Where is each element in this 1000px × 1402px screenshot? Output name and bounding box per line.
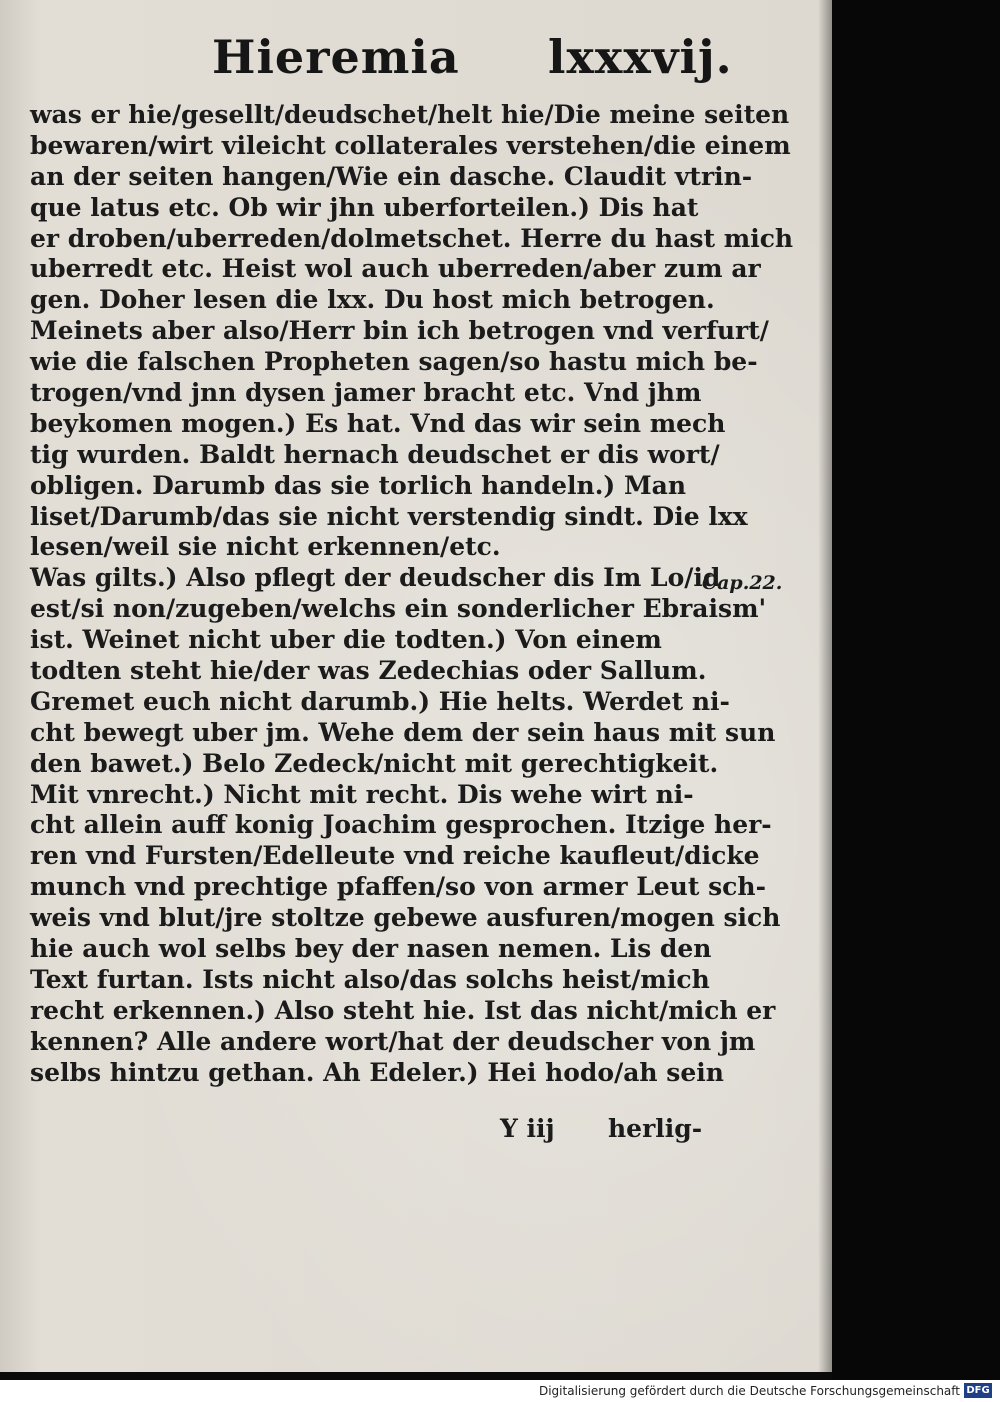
text-line: obligen. Darumb das sie torlich handeln.) Man: [30, 470, 687, 500]
text-line: Gremet euch nicht darumb.) Hie helts. Werdet ni-: [30, 686, 730, 716]
text-line: Meinets aber also/Herr bin ich betrogen vnd verfurt/: [30, 316, 769, 346]
text-line: ren vnd Fursten/Edelleute vnd reiche kaufleut/dicke: [30, 841, 760, 871]
text-line: trogen/vnd jnn dysen jamer bracht etc. Vnd jhm: [30, 378, 702, 408]
text-line: munch vnd prechtige pfaffen/so von armer Leut sch-: [30, 872, 766, 902]
text-line: uberredt etc. Heist wol auch uberreden/aber zum ar: [30, 254, 761, 284]
text-line: an der seiten hangen/Wie ein dasche. Claudit vtrin-: [30, 161, 753, 191]
text-line: recht erkennen.) Also steht hie. Ist das nicht/mich er: [30, 995, 776, 1025]
text-line: gen. Doher lesen die lxx. Du host mich betrogen.: [30, 285, 715, 315]
signature-mark: Y iij: [500, 1114, 555, 1143]
text-line: den bawet.) Belo Zedeck/nicht mit gerechtigkeit.: [30, 748, 719, 778]
text-line: hie auch wol selbs bey der nasen nemen. Lis den: [30, 934, 712, 964]
text-line: Mit vnrecht.) Nicht mit recht. Dis wehe wirt ni-: [30, 779, 694, 809]
running-head: Hieremia: [212, 30, 460, 84]
margin-note: Cap.22.: [702, 572, 783, 594]
page-header: [0, 30, 832, 100]
text-line: cht bewegt uber jm. Wehe dem der sein haus mit sun: [30, 717, 776, 747]
scan-border-strip: [832, 0, 1000, 1380]
text-line: Text furtan. Ists nicht also/das solchs heist/mich: [30, 964, 710, 994]
text-line: est/si non/zugeben/welchs ein sonderlicher Ebraism': [30, 594, 767, 624]
footer-credit: Digitalisierung gefördert durch die Deutsche Forschungsgemeinschaft: [538, 1384, 960, 1398]
dfg-logo-icon: DFG: [964, 1383, 992, 1398]
text-line: ist. Weinet nicht uber die todten.) Von einem: [30, 625, 662, 655]
text-line: selbs hintzu gethan. Ah Edeler.) Hei hodo/ah sein: [30, 1057, 724, 1087]
text-line: er droben/uberreden/dolmetschet. Herre du hast mich: [30, 223, 794, 253]
text-line: que latus etc. Ob wir jhn uberforteilen.) Dis hat: [30, 192, 699, 222]
text-line: tig wurden. Baldt hernach deudschet er dis wort/: [30, 439, 720, 469]
text-line: Was gilts.) Also pflegt der deudscher dis Im Lo/id: [30, 563, 721, 593]
text-line: lesen/weil sie nicht erkennen/etc.: [30, 532, 501, 562]
text-line: liset/Darumb/das sie nicht verstendig sindt. Die lxx: [30, 501, 748, 531]
text-line: kennen? Alle andere wort/hat der deudscher von jm: [30, 1026, 756, 1056]
folio-number: lxxxvij.: [548, 30, 733, 84]
footer-bar: [0, 1380, 1000, 1402]
text-line: todten steht hie/der was Zedechias oder Sallum.: [30, 656, 707, 686]
text-line: bewaren/wirt vileicht collaterales verstehen/die einem: [30, 130, 791, 160]
text-line: cht allein auff konig Joachim gesprochen. Itzige her-: [30, 810, 772, 840]
text-line: beykomen mogen.) Es hat. Vnd das wir sein mech: [30, 408, 726, 438]
text-line: was er hie/gesellt/deudschet/helt hie/Die meine seiten: [30, 100, 790, 129]
text-line: wie die falschen Propheten sagen/so hastu mich be-: [30, 347, 758, 377]
text-line: weis vnd blut/jre stoltze gebewe ausfuren/mogen sich: [30, 903, 781, 933]
catchline: [500, 1114, 703, 1144]
catchword: herlig-: [608, 1114, 703, 1143]
